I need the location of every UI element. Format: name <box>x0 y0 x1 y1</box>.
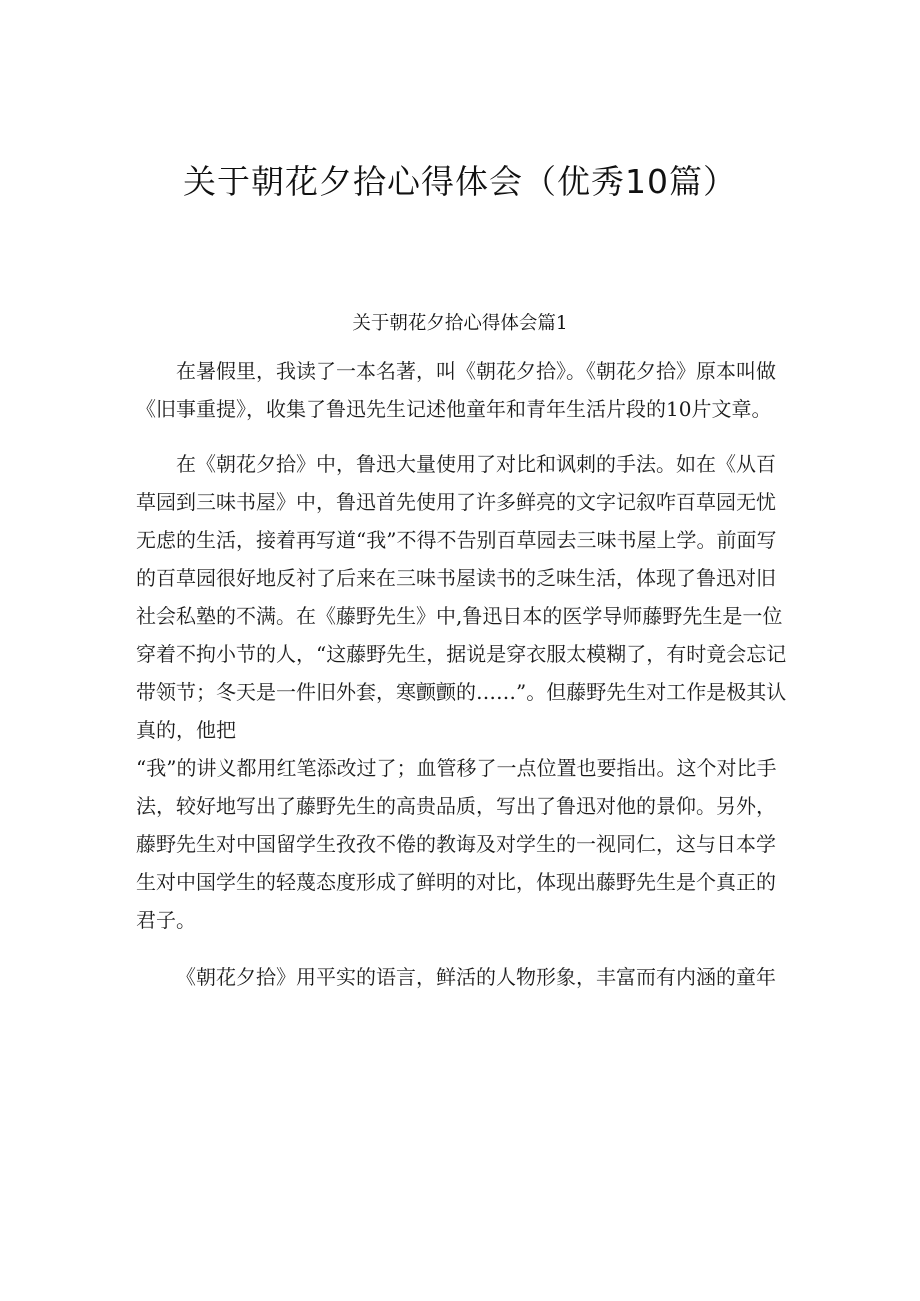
section-heading: 关于朝花夕拾心得体会篇1 <box>352 313 568 334</box>
paragraph-continuation: “我”的讲义都用红笔添改过了；血管移了一点位置也要指出。这个对比手法，较好地写出了藤野先生的高贵品质，写出了鲁迅对他的景仰。另外，藤野先生对中国留学生孜孜不倦的教诲及对学生的一视同仁，这与日本学生对中国学生的轻蔑态度形成了鲜明的对比，体现出藤野先生是个真正的君子。 <box>136 756 777 932</box>
paragraph: 《朝花夕拾》用平实的语言，鲜活的人物形象，丰富而有内涵的童年 <box>176 965 776 989</box>
paragraph: 在暑假里，我读了一本名著，叫《朝花夕拾》。《朝花夕拾》原本叫做《旧事重提》，收集了鲁迅先生记述他童年和青年生活片段的10片文章。 <box>136 359 776 421</box>
paragraph: 在《朝花夕拾》中，鲁迅大量使用了对比和讽刺的手法。如在《从百草园到三味书屋》中，鲁迅首先使用了许多鲜亮的文字记叙咋百草园无忧无虑的生活，接着再写道“我”不得不告别百草园去三味书屋上学。前面写的百草园很好地反衬了后来在三味书屋读书的乏味生活，体现了鲁迅对旧社会私塾的不满。在《藤野先生》中,鲁迅日本的医学导师藤野先生是一位穿着不拘小节的人，“这藤野先生，据说是穿衣服太模糊了，有时竟会忘记带领节；冬天是一件旧外套，寒颤颤的……”。但藤野先生对工作是极其认真的，他把 <box>136 452 787 742</box>
document-body <box>136 352 790 996</box>
document-title: 关于朝花夕拾心得体会（优秀10篇） <box>183 162 737 201</box>
